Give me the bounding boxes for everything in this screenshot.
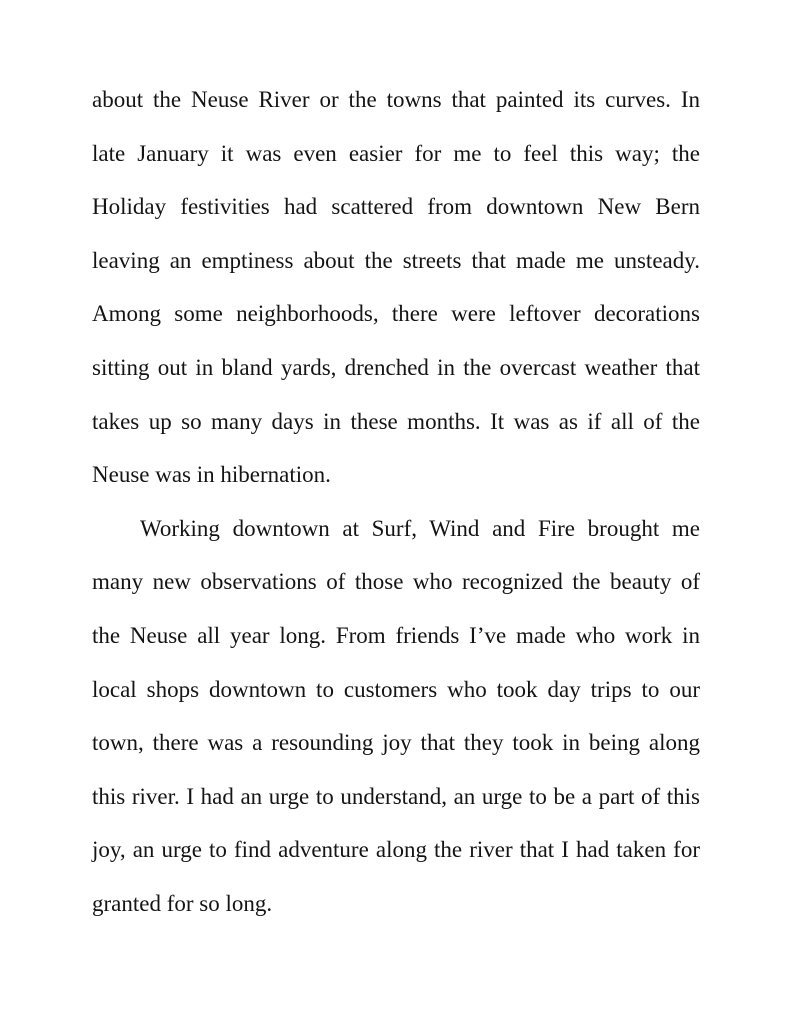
text-line: many new observations of those who recognized the beauty of xyxy=(92,569,700,595)
paragraph-1 xyxy=(92,73,700,502)
text-line: about the Neuse River or the towns that painted its curves. In xyxy=(92,87,700,112)
body-text xyxy=(92,73,700,931)
text-line: Working downtown at Surf, Wind and Fire brought me xyxy=(140,515,700,541)
text-line: town, there was a resounding joy that they took in being along xyxy=(92,730,700,756)
text-line: joy, an urge to find adventure along the river that I had taken for xyxy=(92,837,700,863)
text-line: granted for so long. xyxy=(92,890,273,916)
text-line: Holiday festivities had scattered from downtown New Bern xyxy=(92,194,700,220)
text-line: leaving an emptiness about the streets that made me unsteady. xyxy=(92,247,700,273)
text-line: the Neuse all year long. From friends I’ve made who work in xyxy=(92,622,700,648)
text-line: late January it was even easier for me to feel this way; the xyxy=(92,140,700,166)
text-line: Neuse was in hibernation. xyxy=(92,462,331,488)
paragraph-2 xyxy=(92,502,700,931)
text-line: this river. I had an urge to understand, an urge to be a part of this xyxy=(92,783,700,809)
text-line: sitting out in bland yards, drenched in the overcast weather that xyxy=(92,354,700,380)
text-line: local shops downtown to customers who took day trips to our xyxy=(92,676,700,702)
text-line: Among some neighborhoods, there were leftover decorations xyxy=(92,301,700,327)
text-line: takes up so many days in these months. It was as if all of the xyxy=(92,408,700,434)
